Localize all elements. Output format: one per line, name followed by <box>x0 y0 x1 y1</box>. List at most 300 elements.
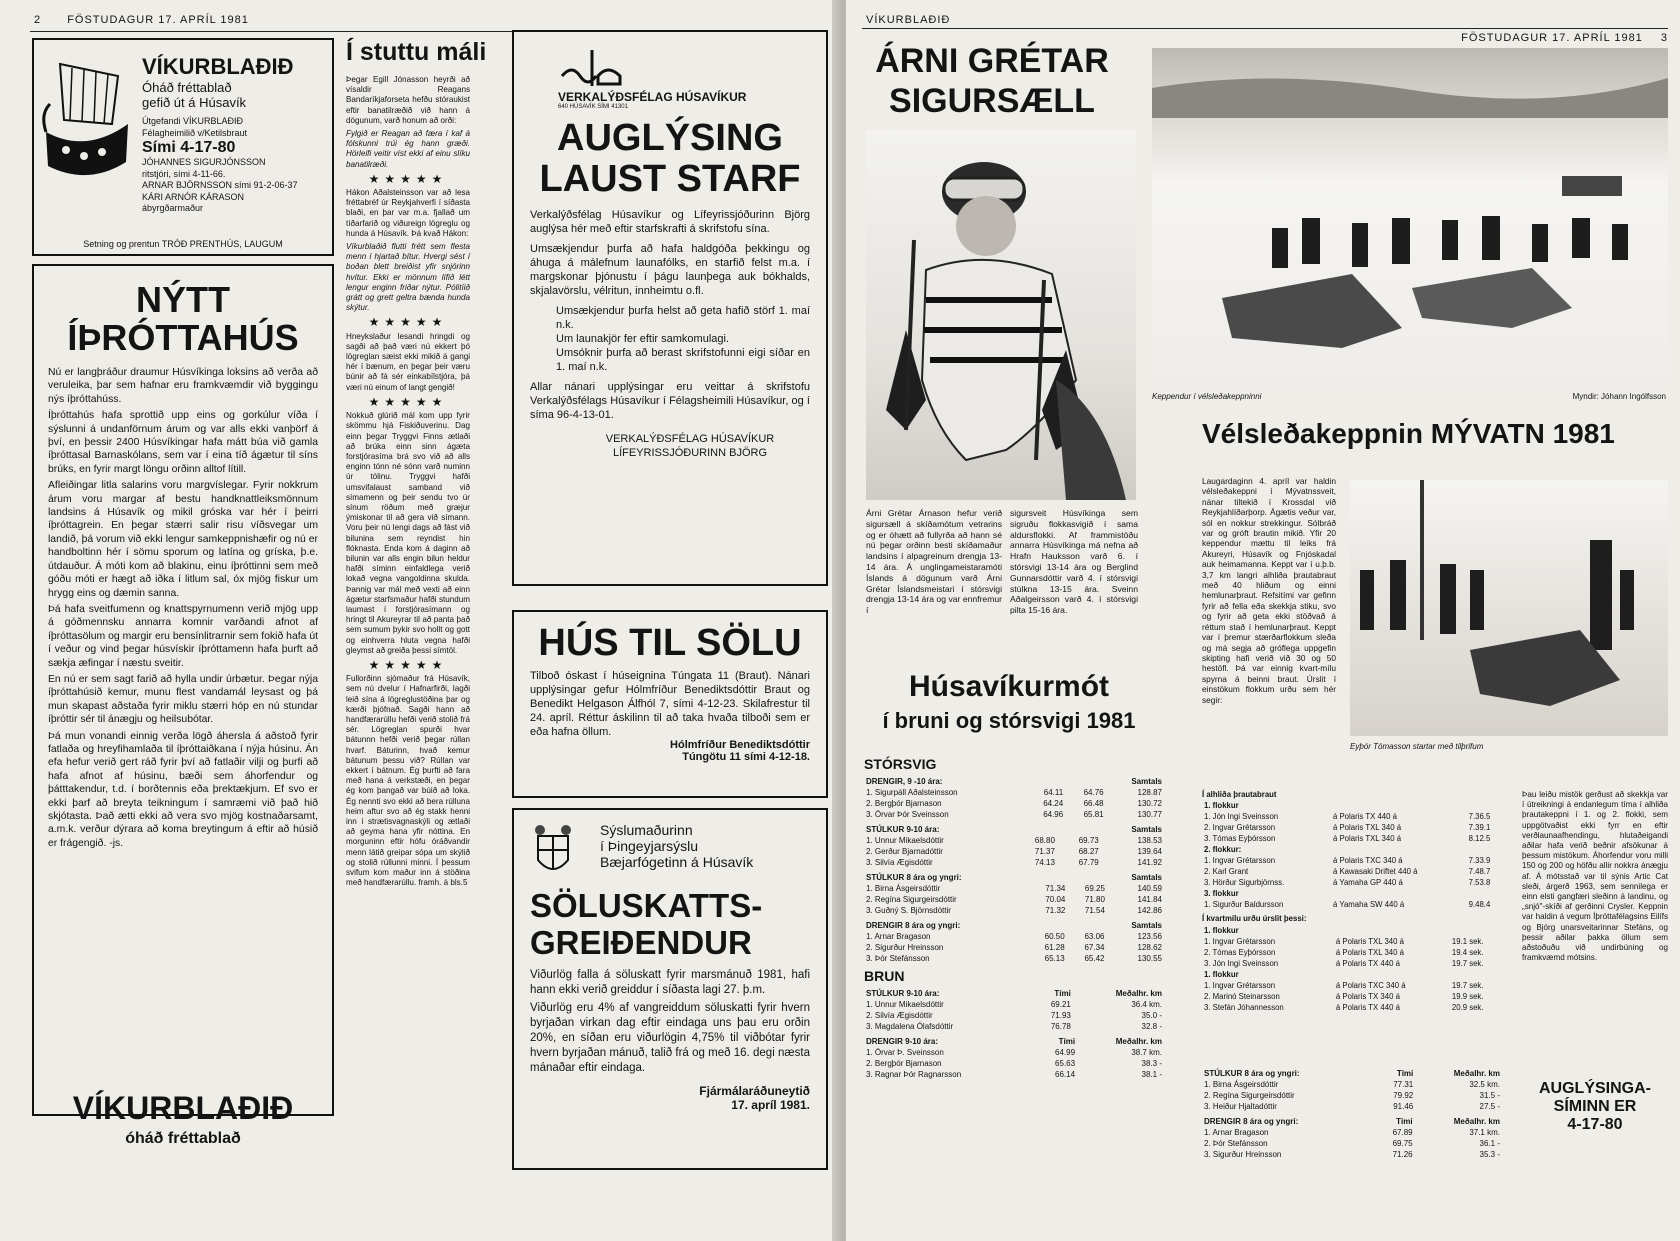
group-heading: DRENGIR, 9 -10 ára: <box>866 777 943 786</box>
result-cell: 2. Regína Sigurgeirsdóttir <box>1204 1091 1295 1100</box>
result-cell: 64.24 <box>1043 799 1064 808</box>
result-cell: 7.36.5 <box>1468 812 1491 822</box>
result-cell: 36.4 km. <box>1131 1000 1162 1009</box>
result-cell: 35.0 - <box>1141 1011 1162 1020</box>
result-row <box>1202 958 1506 969</box>
result-cell: 74.13 <box>1034 858 1055 867</box>
verse: Fylgið er Reagan að færa í kaf á fólskunni trúi ég hann græði. Hörleifi veitir víst ekki af einu slíku banatilræði. <box>346 129 470 169</box>
result-cell: 1. Birna Ásgeirsdóttir <box>1204 1080 1279 1089</box>
result-cell: 27.5 - <box>1479 1102 1500 1111</box>
result-cell: 2. Tómas Eyþórsson <box>1204 947 1276 957</box>
office-2: í Þingeyjarsýslu <box>600 838 699 854</box>
result-cell: 2. Ingvar Grétarsson <box>1204 823 1276 833</box>
article-title-2: ÍÞRÓTTAHÚS <box>67 317 299 358</box>
column-header: Samtals <box>1131 921 1162 930</box>
result-group <box>864 872 1164 916</box>
start-photo-caption: Eyþór Tómasson startar með tilþrifum <box>1350 742 1484 751</box>
result-cell: 130.72 <box>1137 799 1162 808</box>
result-cell: 71.54 <box>1084 906 1105 915</box>
result-group <box>864 1036 1164 1080</box>
group-heading: STÚLKUR 8 ára og yngri: <box>1204 1069 1300 1078</box>
result-cell: 37.1 km. <box>1469 1128 1500 1137</box>
result-row <box>1202 969 1506 980</box>
result-cell: 2. Gerður Bjarnadóttir <box>866 847 943 856</box>
result-cell <box>1331 844 1467 855</box>
column-header: Samtals <box>1131 777 1162 786</box>
result-cell: 68.80 <box>1034 836 1055 845</box>
coat-of-arms-icon <box>530 822 576 882</box>
snow-photo-caption: Keppendur í vélsleðakeppninni <box>1152 392 1262 401</box>
result-cell: 2. Silvía Ægisdóttir <box>866 1011 933 1020</box>
page-number: 2 <box>34 14 42 26</box>
result-group <box>864 988 1164 1032</box>
result-row <box>864 905 1164 916</box>
result-cell: 63.06 <box>1084 932 1105 941</box>
short-news-column: Í stuttu máli Þegar Egill Jónasson heyrði að vísaldir Reagans Bandaríkjaforseta hefðu stóraukist eftir banatilræðið við hann á dögunum, varð honum að orði: Fylgið er Reagan að færa í kaf á fólskunni trúi ég hann græði. Hörleifi veitir víst ekki af einu slíku banatilræði. ★★★★★ Hákon Aðalsteinsson var að lesa fréttabréf úr Reykjahverfi í síðasta blaði, en þar var m.a. fjallað um tíðarfarið og viðureign lögreglu og hunda á Húsavík. Þá kvað Hákon: Víkurblaðið flutti frétt sem flesta menn í hjartað bítur. Hvergi sést í boðan blett breiðist yfir snjórinn hvítur. Ekki er mönnum lífið létt lengur enginn friðar nýtur. Pólitíið grátt og grett geltra bænda hunda skýtur. ★★★★★ Hneykslaður lesandi hringdi og sagði að það væri nú ekkert þó lögreglan sæist ekki mikið á gangi hér í bænum, en þegar þeir væru búnir að fá sér einkabílstjóra, þá væri nú einum of langt gengið! ★★★★★ Nokkuð glúrið mál kom upp fyrir skömmu hjá Fiskiðuverinu. Dag einn þegar Tryggvi Finns ætlaði að brúka einn sinn ágæta forstjórasíma brá svo við að alls enginn tónn né sónn varð numinn úr tólinu. Tryggvi hafði umsvifalaust samband við símamenn og þeir sendu tvo úr sínum röðum með græjur ýmiskonar til að gera við símann. Voru þeir nú lengi dags að fást við bilunina sem reyndist hin flóknasta. Enda kom á daginn að bilunin var alls engin bilun heldur hafði síminn einfaldlega verið lokað vegna vangoldinna skulda. Þannig var mál með vexti að einn ágætur starfsmaður hafði stundum laumast í forstjórasímann og hringt til Akureyrar til að panta það sem sumum þykir svo hollt og gott og einhverra hluta vegna hafði gleymst að greiða þessi símtöl. ★★★★★ Fullorðinn sjómaður frá Húsavík, sem nú dvelur í Hafnarfirði, lagði leið sína á lögreglustöðina þar og kærði þjófnað. Sagði hann að handfærarúllu hefði verið stolið frá sér. Lögreglan spurði hvar bátunnn hefði verið þegar rúllan hvarf. Báturinn, hvað kemur bátunum þessu við? Rúllan var ekkert í bátnum. Ég þurfti að fara með hana á verkstæði, en þegar ég kom þangað var búið að loka. Ég nennti svo ekki að bera rúlluna heim aftur svo að ég stakk henni inn í strætisvagnaskýli og ætlaði að geyma hana yfir nóttina. En morguninn eftir hófu óráðvandir menn látið greipar sópa um skýlið og stolið rúllunni minni. Í þessum svifum kom maður inn á stöðina með handfærarúllu. framh. á bls.5 <box>346 38 487 888</box>
result-cell: 66.14 <box>1055 1070 1076 1079</box>
result-cell: 76.78 <box>1050 1022 1071 1031</box>
result-row <box>1202 855 1506 866</box>
result-cell: 3. Sigurður Hreinsson <box>1204 1150 1282 1159</box>
result-row <box>864 1069 1164 1080</box>
column-header: Meðalhr. km <box>1453 1117 1500 1126</box>
house-signature-2: Túngötu 11 sími 4-12-18. <box>682 751 810 763</box>
result-cell: 1. flokkur <box>1204 969 1239 979</box>
result-cell: 69.21 <box>1050 1000 1071 1009</box>
paragraph: En nú er sem sagt farið að hylla undir úrbætur. Þegar nýja íþróttahúsið kemur, munu flest vandamál leysast og þá mun skapast aðstaða fyrir miklu stærri hóp en nú stundar íþróttir sér til ánægju og heilsubótar. <box>48 673 318 726</box>
result-cell: 3. Stefán Jóhannesson <box>1204 1002 1284 1012</box>
staff1-role: ritstjóri, sími 4-11-66. <box>142 168 226 179</box>
column-header: Tími <box>1396 1069 1414 1078</box>
result-cell: 38.1 - <box>1141 1070 1162 1079</box>
result-cell: 67.89 <box>1392 1128 1413 1137</box>
group-heading: DRENGIR 8 ára og yngri: <box>866 921 961 930</box>
result-cell: 3. Örvar Þór Sveinsson <box>866 810 949 819</box>
result-cell: 65.63 <box>1055 1059 1076 1068</box>
result-cell: 1. Unnur Mikaelsdóttir <box>866 836 944 845</box>
result-cell: 2. Regína Sigurgeirsdóttir <box>866 895 957 904</box>
ad-signature-2: LÍFEYRISSJÓÐURINN BJÖRG <box>612 447 768 459</box>
result-cell: 2. Bergþór Bjarnason <box>866 1059 942 1068</box>
result-cell: 67.34 <box>1084 943 1105 952</box>
result-cell: 130.55 <box>1137 954 1162 963</box>
tax-title-2: GREIÐENDUR <box>530 924 752 961</box>
result-cell: 3. Jón Ingi Sveinsson <box>1204 958 1279 968</box>
snowmobile-photo <box>1152 48 1668 386</box>
column-header: Meðalhr. km <box>1115 1037 1162 1046</box>
result-row <box>1202 1079 1502 1090</box>
footer-sub: óháð fréttablað <box>125 1130 241 1147</box>
result-row <box>1202 844 1506 855</box>
result-cell: 7.33.9 <box>1468 856 1491 866</box>
paragraph: Þá hafa sveitfumenn og knattspyrnumenn verið mjög upp á góðmennsku annarra komnir varðandi afnot af íþróttasölum og margir eru bensínlitrarnir sem fokið hafa út í veður og vind þegar húsvískir íþróttamenn hafa þurft að sækja æfingar í næstu sveitir. <box>48 603 318 669</box>
snowmobile-start-icon <box>1350 480 1668 736</box>
result-cell: 1. Arnar Bragason <box>866 932 931 941</box>
brun-results-2 <box>1202 1064 1502 1160</box>
result-row <box>1202 936 1506 947</box>
result-cell: 20.9 sek. <box>1451 1002 1484 1012</box>
result-cell: 2. Marinó Steinarsson <box>1204 991 1280 1001</box>
result-cell: 7.53.8 <box>1468 878 1491 888</box>
column-header <box>1067 872 1107 883</box>
husavik-title-1: Húsavíkurmót <box>908 670 1110 703</box>
result-row <box>1202 1127 1502 1138</box>
column-header <box>1013 824 1057 835</box>
result-row <box>1202 1002 1506 1013</box>
news-item: Hneykslaður lesandi hringdi og sagði að það væri nú ekkert þó lögreglan sæist ekki mikið á gangi hér í bænum, en þegar þeir væru búnir að fá sér einkabílstjóra, þá væri nú einum of langt gengið! <box>346 331 470 392</box>
result-cell: á Polaris TX 440 á <box>1335 1002 1400 1012</box>
result-cell: 3. Silvía Ægisdóttir <box>866 858 933 867</box>
result-row <box>864 787 1164 798</box>
phone: Sími 4-17-80 <box>142 139 236 156</box>
house-title: HÚS TIL SÖLU <box>538 622 802 664</box>
column-title: Í stuttu máli <box>346 38 487 66</box>
arni-col-2: sigursveit Húsvíkinga sem sigruðu flokkasvigið í sama aldursflokki. Af frammistöðu annarra Húsvíkinga má nefna að Hrafn Hauksson varð 6. í stórsvigi 13-14 ára og Berglind Gunnarsdóttir varð 4. í stórsvigi stúlkna 13-15 ára. Sveinn Aðalgeirsson varð 4. í stórsvigi pilta 15-16 ára. <box>1010 508 1138 616</box>
result-cell: 1. Ingvar Grétarsson <box>1204 980 1276 990</box>
result-cell: 2. Karl Grant <box>1204 867 1249 877</box>
result-cell: 1. Ingvar Grétarsson <box>1204 936 1276 946</box>
snowmobile-title: Vélsleðakeppnin MÝVATN 1981 <box>1202 418 1615 449</box>
result-cell: á Polaris TXC 340 á <box>1332 856 1403 866</box>
union-logo-icon <box>558 46 628 90</box>
result-cell <box>1467 888 1506 899</box>
result-row <box>864 857 1164 868</box>
result-row <box>864 846 1164 857</box>
snowmobile-body: Laugardaginn 4. apríl var haldin vélsleðakeppni í Mývatnssveit, nánar tiltekið í Krossdal við Reykjahlíðarþorp. Ágætis veður var, sól en nokkur strekkingur. Sólbráð var og gróft brautin mikið. Yfir 20 keppendur mættu til leiks frá Akureyri, Húsavík og Fnjóskadal auk heimamanna. Keppt var í u.þ.b. 3,7 km langri alhliða þrautabraut með 40 hliðum og einni hemlunarþraut. Refsitími var gefinn fyrir að fella eða skekkja stiku, svo og fyrir að geta ekki stöðvað á réttum stað í hemlunarþraut. Keppt var í þremur stærðarflokkum sleða og má segja að gróflega uppgefin skipting hafi verið við 30 og 50 hestöfl. Þá var einnig kvart-mílu spyrna á beinni braut. Úrslit í einstökum flokkum urðu sem hér segir: <box>1202 476 1336 705</box>
result-row <box>1202 980 1506 991</box>
result-cell: 7.39.1 <box>1468 823 1491 833</box>
result-cell: 142.86 <box>1137 906 1162 915</box>
sports-hall-article <box>32 264 334 1116</box>
ad-paragraph: Verkalýðsfélag Húsavíkur og Lífeyrissjóðurinn Björg auglýsa hér með eftir starfskrafti á skrifstofu sína. <box>530 209 810 235</box>
paragraph: Nú er langþráður draumur Húsvíkinga loksins að verða að veruleika, þar sem hafnar eru framkvæmdir við byggingu nýs íþróttahúss. <box>48 367 318 405</box>
result-cell <box>1450 969 1506 980</box>
result-group <box>1202 1116 1502 1160</box>
snowmobile-scene-icon <box>1152 48 1668 386</box>
result-cell: 65.42 <box>1084 954 1105 963</box>
result-row <box>1202 800 1506 811</box>
office-1: Sýslumaðurinn <box>600 822 693 838</box>
result-row <box>864 809 1164 820</box>
right-header-brand: VÍKURBLAÐIÐ <box>866 14 951 26</box>
result-row <box>1202 1090 1502 1101</box>
result-cell: 3. Tómas Eyþórsson <box>1204 834 1276 844</box>
arni-title-2: SIGURSÆLL <box>889 82 1095 120</box>
masthead-title: VÍKURBLAÐIÐ <box>142 54 294 79</box>
column-header <box>1057 824 1101 835</box>
skier-photo <box>866 130 1136 500</box>
result-cell: 123.56 <box>1137 932 1162 941</box>
result-row <box>1202 947 1506 958</box>
result-cell <box>1334 925 1450 936</box>
result-cell: 61.28 <box>1044 943 1065 952</box>
result-cell: 77.31 <box>1393 1080 1414 1089</box>
result-cell: 3. Ragnar Þór Ragnarsson <box>866 1070 962 1079</box>
article-title-1: NÝTT <box>136 279 230 320</box>
snowmobile-note: Þau leiðu mistök gerðust að skekkja var í útreikningi á endanlegum tíma í alhliða þrautakeppni í 1. og 2. flokki, sem uppgötvaðist ekki fyrr en eftir verðlaunaafhendingu, hlutaðeigandi aðilar hafa verið beðnir afsökunar á þessum mistökum. Áhorfendur voru milli 150 og 200 og höfðu allir nokkra ánægju af. Á mótsstað var til sýnis Artic Cat sleði, árgerð 1963, sem sennilega er einn elsti gangfæri sleðinn á landinu, og „snjó"-skíði af gerðinni Crysler. Keppnin var haldin á vegum Íþróttafélagsins Eilífs og Bjórg unarsveitarinnar Stefáns, og þessir aðilar þakka öllum sem aðstoðuðu við undirbúning og framkvæmd mótsins. <box>1522 790 1668 963</box>
result-cell: 68.27 <box>1078 847 1099 856</box>
result-row <box>1202 811 1506 822</box>
result-cell: 1. Unnur Mikaelsdóttir <box>866 1000 944 1009</box>
result-group <box>864 824 1164 868</box>
masthead-sub1: Óháð fréttablað <box>142 80 232 95</box>
result-cell: 3. Guðný S. Björnsdóttir <box>866 906 951 915</box>
result-cell <box>1334 969 1450 980</box>
result-cell: 71.34 <box>1045 884 1066 893</box>
result-cell: 36.1 - <box>1479 1139 1500 1148</box>
result-row <box>864 1047 1164 1058</box>
column-header: Meðalhr. km <box>1453 1069 1500 1078</box>
result-cell: 69.73 <box>1078 836 1099 845</box>
start-photo <box>1350 480 1668 736</box>
result-group <box>864 776 1164 820</box>
result-cell: 64.99 <box>1055 1048 1076 1057</box>
result-cell: á Yamaha SW 440 á <box>1332 900 1405 910</box>
staff1: JÓHANNES SIGURJÓNSSON <box>142 157 266 167</box>
result-cell: á Polaris TXC 340 á <box>1335 980 1406 990</box>
sales-tax-ad <box>512 808 828 1170</box>
ad-paragraph: Umsækjendur þurfa að hafa haldgóða þekkingu og áhuga á málefnum launafólks, en starfið felst m.a. í margskonar þjónustu í þágu launþega auk bókhalds, skjalavörslu, vélritun, innheimtu o.fl. <box>530 243 810 297</box>
publisher: Útgefandi VÍKURBLAÐIÐ <box>142 116 244 126</box>
column-header <box>1025 776 1065 787</box>
result-row <box>1202 833 1506 844</box>
news-item: Þegar Egill Jónasson heyrði að vísaldir Reagans Bandaríkjaforseta hefðu stóraukist eftir banatilræðið við hann á dögunum, varð honum að orði: <box>346 75 470 125</box>
result-row <box>1202 899 1506 910</box>
result-cell: 2. Þór Stefánsson <box>1204 1139 1268 1148</box>
result-row <box>1202 925 1506 936</box>
result-cell: á Polaris TXL 340 á <box>1332 823 1402 833</box>
result-cell: 69.25 <box>1084 884 1105 893</box>
result-cell: á Polaris TX 440 á <box>1335 958 1400 968</box>
result-cell: 128.87 <box>1137 788 1162 797</box>
result-cell: 1. Sigurður Baldursson <box>1204 900 1284 910</box>
house-signature-1: Hólmfríður Benediktsdóttir <box>670 739 810 751</box>
result-cell: 65.81 <box>1083 810 1104 819</box>
result-row <box>1202 1101 1502 1112</box>
result-group <box>864 920 1164 964</box>
result-cell: 3. Þór Stefánsson <box>866 954 930 963</box>
result-cell <box>1467 844 1506 855</box>
result-cell: 8.12.5 <box>1468 834 1491 844</box>
result-cell: 3. Magdalena Ólafsdóttir <box>866 1022 954 1031</box>
result-cell: 3. Heiður Hjaltadóttir <box>1204 1102 1277 1111</box>
verse: Víkurblaðið flutti frétt sem flesta menn í hjartað bítur. Hvergi sést í boðan blett breiðist yfir snjórinn hvítur. Ekki er mönnum lífið létt lengur enginn friðar nýtur. Pólitíið grátt og grett geltra bænda hunda skýtur. <box>346 242 470 313</box>
masthead-sub2: gefið út á Húsavík <box>142 95 247 110</box>
brun-heading: BRUN <box>864 968 905 984</box>
result-row <box>864 883 1164 894</box>
results-heading: Í kvartmílu urðu úrslit þessi: <box>1202 914 1307 924</box>
result-cell: 7.48.7 <box>1468 867 1491 877</box>
tax-signature-1: Fjármálaráðuneytið <box>699 1084 810 1098</box>
result-cell: 35.3 - <box>1479 1150 1500 1159</box>
group-heading: DRENGIR 8 ára og yngri: <box>1204 1117 1299 1126</box>
right-page <box>846 0 1680 1241</box>
husavik-title-2: í bruni og stórsvigi 1981 <box>882 708 1136 733</box>
result-cell: 19.7 sek. <box>1451 980 1484 990</box>
house-body: Tilboð óskast í húseignina Túngata 11 (Braut). Nánari upplýsingar gefur Hólmfríður Benediktsdóttir Braut og Benedikt Helgason Álfhól 7, sími 4-12-23. Skilafrestur til 24. apríl. Réttur áskilinn til að taka hvaða tilboði sem er eða hafna öllum. <box>530 670 810 738</box>
ad-phone-box <box>1522 1080 1668 1134</box>
result-row <box>864 999 1164 1010</box>
result-cell: 140.59 <box>1137 884 1162 893</box>
result-cell: 141.92 <box>1137 858 1162 867</box>
result-cell: 130.77 <box>1137 810 1162 819</box>
print-credit: Setning og prentun TRÓÐ PRENTHÚS, LAUGUM <box>83 238 283 249</box>
result-cell: 71.32 <box>1045 906 1066 915</box>
result-cell: 1. flokkur <box>1204 801 1239 811</box>
result-cell: 67.79 <box>1078 858 1099 867</box>
result-row <box>864 835 1164 846</box>
result-cell: 65.13 <box>1044 954 1065 963</box>
column-header: Meðalhr. km <box>1115 989 1162 998</box>
column-header: Samtals <box>1131 873 1162 882</box>
ad-phone-3: 4-17-80 <box>1567 1116 1623 1133</box>
result-cell: á Polaris TXL 340 á <box>1335 947 1404 957</box>
result-cell: á Polaris TX 340 á <box>1335 991 1400 1001</box>
staff3: KÁRI ARNÓR KÁRASON <box>142 191 245 202</box>
column-header: Samtals <box>1131 825 1162 834</box>
result-cell: 60.50 <box>1044 932 1065 941</box>
result-cell: 2. Sigurður Hreinsson <box>866 943 944 952</box>
column-header: Tími <box>1058 1037 1076 1046</box>
ad-line: Umsóknir þurfa að berast skrifstofunni eigi síðar en 1. maí n.k. <box>556 347 810 373</box>
arni-col-1: Árni Grétar Árnason hefur verið sigursæll á skíðamótum vetrarins og er óhætt að fullyrða að hann sé nú þegar orðinn besti skíðamaður landsins í alpagreinum drengja 13-14 ára. Á unglingameistaramóti Íslands á dögunum varð Árni Grétar Íslandsmeistari í stórsvigi drengja 13-14 ára og var ennfremur í <box>866 508 1002 616</box>
ad-line: Um launakjör fer eftir samkomulagi. <box>556 333 730 345</box>
address: Félagheimilið v/Ketilsbraut <box>142 127 248 138</box>
group-heading: STÚLKUR 9-10 ára: <box>866 825 940 834</box>
result-cell: 71.37 <box>1034 847 1055 856</box>
result-cell: 1. Örvar Þ. Sveinsson <box>866 1048 944 1057</box>
result-cell: 9.48.4 <box>1468 900 1491 910</box>
result-cell: 1. Arnar Bragason <box>1204 1128 1269 1137</box>
result-cell: 66.48 <box>1083 799 1104 808</box>
result-row <box>864 894 1164 905</box>
result-cell: 38.3 - <box>1141 1059 1162 1068</box>
result-row <box>1202 1138 1502 1149</box>
result-cell: á Kawasaki Driftet 440 á <box>1332 867 1418 877</box>
result-cell: 1. Ingvar Grétarsson <box>1204 856 1276 866</box>
result-row <box>1202 1149 1502 1160</box>
result-cell: 69.75 <box>1392 1139 1413 1148</box>
result-cell: 31.5 - <box>1479 1091 1500 1100</box>
result-cell: 3. Hörður Sigurbjörnss. <box>1204 878 1285 888</box>
paragraph: Afleiðingar litla salarins voru margvíslegar. Fyrir nokkrum árum voru margar af bestu handknattleiksmönnum landsins á Húsavík og mikil gróska var hér í þeirri íþróttagrein. En þegar stærri salir risu víðsvegar um landið, þá vorum við ekki lengur samkeppnishæfir og nú er handboltinn hér í sömu sporum og latína og gríska, þ.e. útdauður. Á móti kom að blakinu, einu íþróttinni sem með góðu móti er hægt að iðka í litlum sal, óx mjög fiskur um hrygg eins og dæmin sanna. <box>48 480 318 599</box>
result-row <box>1202 991 1506 1002</box>
result-cell <box>1331 888 1467 899</box>
result-cell: 19.7 sek. <box>1451 958 1484 968</box>
result-cell: 64.76 <box>1083 788 1104 797</box>
result-cell: 1. flokkur <box>1204 925 1239 935</box>
result-row <box>1202 877 1506 888</box>
result-cell: 3. flokkur <box>1204 889 1239 899</box>
staff2: ARNAR BJÖRNSSON sími 91-2-06-37 <box>142 180 298 190</box>
column-header <box>1067 920 1107 931</box>
ad-signature-1: VERKALÝÐSFÉLAG HÚSAVÍKUR <box>605 433 775 445</box>
result-row <box>864 942 1164 953</box>
tax-paragraph: Viðurlög eru 4% af vangreiddum söluskatti fyrir hvern byrjaðan virkan dag eftir eindaga uns þau eru orðin 20%, en síðan eru viðurlögin 4,75% til viðbótar fyrir hvern byrjaðan mánuð, talið frá og með 16. degi næsta mánaðar eftir eindaga. <box>530 1002 810 1074</box>
staff3-role: ábyrgðarmaður <box>142 203 204 213</box>
result-cell: 138.53 <box>1137 836 1162 845</box>
result-cell <box>1467 800 1506 811</box>
result-cell <box>1450 925 1506 936</box>
result-cell: á Polaris TXL 340 á <box>1332 834 1402 844</box>
result-cell: 71.26 <box>1392 1150 1413 1159</box>
result-row <box>864 798 1164 809</box>
column-header: Tími <box>1396 1117 1413 1126</box>
result-cell: 19.1 sek. <box>1451 936 1484 946</box>
news-item: Hákon Aðalsteinsson var að lesa fréttabréf úr Reykjahverfi í síðasta blaði, en þar var m.a. fjallað um tíðarfarið og viðureign lögreglu og hunda á Húsavík. Þá kvað Hákon: <box>346 188 470 238</box>
tax-title-1: SÖLUSKATTS- <box>530 887 763 924</box>
snow-photo-credit: Myndir: Jóhann Ingólfsson <box>1572 392 1666 401</box>
column-header <box>1028 872 1068 883</box>
ad-paragraph: Allar nánari upplýsingar eru veittar á skrifstofu Verkalýðsfélags Húsavíkur í Félagsheimili Húsavíkur, og í síma 96-4-13-01. <box>530 381 810 421</box>
arni-title-1: ÁRNI GRÉTAR <box>875 42 1109 80</box>
ad-phone-1: AUGLÝSINGA- <box>1539 1080 1651 1097</box>
group-heading: STÚLKUR 8 ára og yngri: <box>866 873 962 882</box>
footer-brand: VÍKURBLAÐIÐ <box>72 1090 294 1126</box>
result-row <box>1202 822 1506 833</box>
result-cell: 2. flokkur: <box>1204 845 1242 855</box>
union-name: VERKALÝÐSFÉLAG HÚSAVÍKUR <box>558 90 747 104</box>
result-row <box>864 1058 1164 1069</box>
result-cell: 1. Birna Ásgeirsdóttir <box>866 884 941 893</box>
result-row <box>1202 888 1506 899</box>
result-row <box>864 953 1164 964</box>
result-cell: 38.7 km. <box>1131 1048 1162 1057</box>
tax-paragraph: Viðurlög falla á söluskatt fyrir marsmánuð 1981, hafi hann ekki verið greiddur í síðasta lagi 27. þ.m. <box>530 969 810 996</box>
result-cell: á Polaris TX 440 á <box>1332 812 1397 822</box>
result-cell: 19.9 sek. <box>1451 991 1484 1001</box>
office-3: Bæjarfógetinn á Húsavík <box>600 854 754 870</box>
result-cell: 139.64 <box>1137 847 1162 856</box>
result-cell: 141.84 <box>1137 895 1162 904</box>
house-for-sale-ad <box>512 610 828 798</box>
result-cell: 79.92 <box>1393 1091 1414 1100</box>
result-cell: 71.80 <box>1084 895 1105 904</box>
tax-signature-2: 17. apríl 1981. <box>731 1098 810 1112</box>
result-cell: 32.8 - <box>1141 1022 1162 1031</box>
ad-phone-2: SÍMINN ER <box>1553 1098 1637 1115</box>
result-cell: 2. Bergþór Bjarnason <box>866 799 942 808</box>
result-cell: 70.04 <box>1045 895 1066 904</box>
news-item: Nokkuð glúrið mál kom upp fyrir skömmu hjá Fiskiðuverinu. Dag einn þegar Tryggvi Finns ætlaði að brúka einn sinn ágæta forstjórasíma brá svo við að alls enginn tónn né sónn varð numinn úr tólinu. Tryggvi hafði umsvifalaust samband við símamenn og þeir sendu tvo úr sínum röðum með græjur ýmiskonar til að gera við símann. Voru þeir nú lengi dags að fást við bilunina sem reyndist hin flóknasta. Enda kom á daginn að bilunin var alls engin bilun heldur hafði síminn einfaldlega verið lokað vegna vangoldinna skulda. Þannig var mál með vexti að einn ágætur starfsmaður hafði stundum laumast í forstjórasímann og hringt til Akureyrar til að panta það sem sumum þykir svo hollt og gott og einhverra hluta vegna hafði gleymst að greiða þessi símtöl. <box>346 411 470 655</box>
news-item: Fullorðinn sjómaður frá Húsavík, sem nú dvelur í Hafnarfirði, lagði leið sína á lögreglustöðina þar og kærði þjófnað. Sagði hann að handfærarúllu hefði verið stolið frá sér. Lögreglan spurði hvar bátunnn hefði verið þegar rúllan hvarf. Báturinn, hvað kemur bátunum þessu við? Rúllan var ekkert í bátnum. Ég þurfti að fara með hana á verkstæði, en þegar ég kom þangað var búið að loka. Ég nennti svo ekki að bera rúlluna heim aftur svo að ég stakk henni inn í strætisvagnaskýli og ætlaði að geyma hana yfir nóttina. En morguninn eftir hófu óráðvandir menn látið greipar sópa um skýlið og stolið rúllunni minni. Í þessum svifum kom maður inn á stöðina með handfærarúllu. framh. á bls.5 <box>346 674 470 888</box>
column-header <box>1027 920 1067 931</box>
left-page <box>0 0 838 1241</box>
union-sub: 640 HÚSAVÍK SÍMI 41301 <box>558 104 628 110</box>
result-cell <box>1331 800 1467 811</box>
result-cell: á Yamaha GP 440 á <box>1332 878 1403 888</box>
masthead <box>32 38 334 256</box>
ad-line: Umsækjendur þurfa helst að geta hafið störf 1. maí n.k. <box>556 305 810 331</box>
ad-title-1: AUGLÝSING <box>557 117 783 159</box>
result-cell: 1. Jón Ingi Sveinsson <box>1204 812 1279 822</box>
group-heading: STÚLKUR 9-10 ára: <box>866 989 940 998</box>
storsvig-heading: STÓRSVIG <box>864 756 937 772</box>
results-heading: Í alhliða þrautabraut <box>1202 790 1277 799</box>
result-cell: 71.93 <box>1050 1011 1071 1020</box>
job-ad <box>512 30 828 586</box>
page-date: FÖSTUDAGUR 17. APRÍL 1981 <box>1461 32 1643 44</box>
result-cell: 1. Sigurpáll Aðalsteinsson <box>866 788 958 797</box>
result-group <box>1202 1068 1502 1112</box>
paragraph: Íþróttahús hafa sprottið upp eins og gorkúlur víða í sýslunni á undanförnum árum og var alls ekki vanþörf á því, en þessir 2400 Húsvíkingar hafa mátt búa við gamla íþróttasal Barnaskólans, sem var í eina tíð ágætur til síns brúks, en fyrir margt löngu orðinn alltof lítill. <box>48 410 318 475</box>
snowmobile-results <box>1202 790 1506 1013</box>
column-header: Tími <box>1054 989 1071 998</box>
result-cell: 64.11 <box>1043 788 1064 797</box>
paragraph: Þá mun vonandi einnig verða lögð áhersla á aðstoð fyrir fatlaða og hreyfihamlaða til íþróttaiðkana í nýja húsinu. Án efa hefur verið gert ráð fyrir því að fatlaðir vilji og þurfi að hafa afnot af húsinu, bæði sem áhorfendur og þátttakendur, t.d. í borðtennis eða þrektækjum. Ef svo er ekki þarf að breyta teikningum í samræmi við það hið skjótasta. Það ætti ekki að vera svo mjög kostnaðarsamt, a.m.k. verður dýrara að koma breytingum á eftir að húsið er frágengið. -js. <box>48 730 318 849</box>
result-cell: 19.4 sek. <box>1451 947 1484 957</box>
result-row <box>1202 866 1506 877</box>
